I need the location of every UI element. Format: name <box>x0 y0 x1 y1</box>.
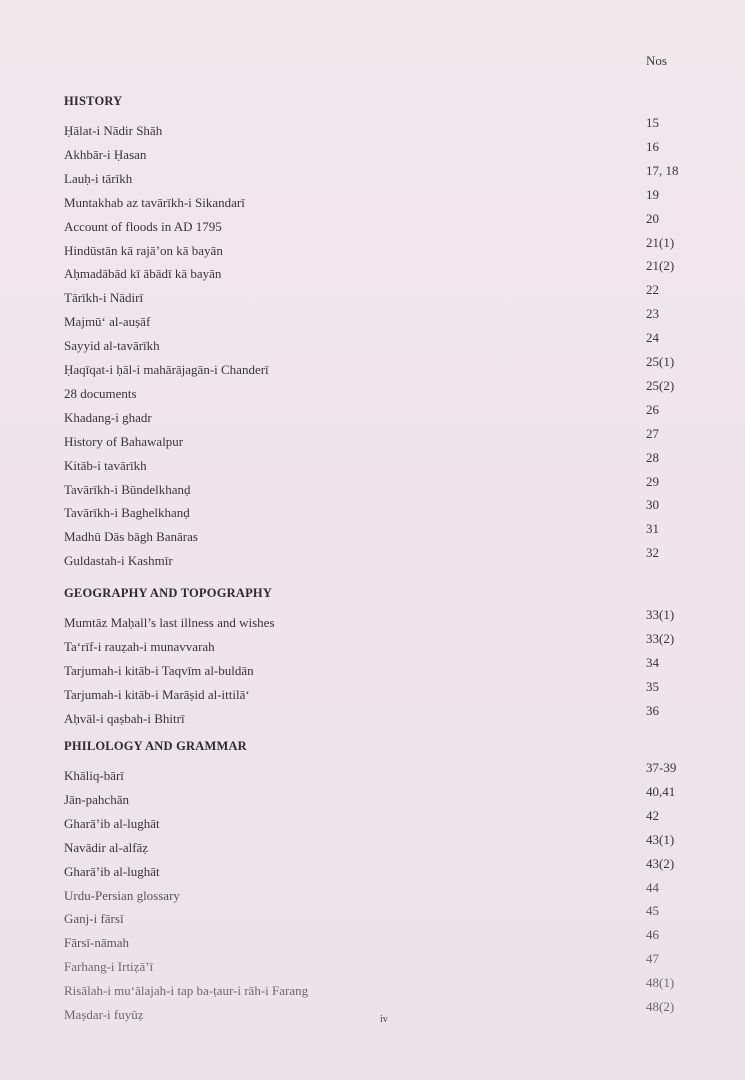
entry-number: 42 <box>646 807 659 823</box>
entry-number: 35 <box>646 678 659 694</box>
entry-title: Mumtāz Maḥall’s last illness and wishes <box>64 615 275 630</box>
page-folio: iv <box>380 1014 388 1025</box>
toc-entry <box>0 879 745 908</box>
entry-number: 30 <box>646 497 659 513</box>
entry-title: 28 documents <box>64 385 137 401</box>
entry-number: 40,41 <box>646 783 676 799</box>
entry-number: 26 <box>646 401 659 417</box>
entry-number: 48(1) <box>646 975 675 991</box>
entry-title: Ḥālat-i Nādir Shāh <box>64 123 163 138</box>
entry-title: Maṣdar-i fuyūẓ <box>64 1007 144 1022</box>
numbers-column-header: Nos <box>646 53 667 68</box>
entry-title: Ta‘rīf-i rauẓah-i munavvarah <box>64 638 215 654</box>
entry-number: 15 <box>646 115 659 130</box>
entry-number: 33(1) <box>646 607 675 622</box>
entry-title: Kitāb-i tavārīkh <box>64 457 147 473</box>
toc-entry <box>0 654 745 683</box>
entry-title: Madhū Dās bāgh Banāras <box>64 529 198 545</box>
toc-entry <box>0 210 745 239</box>
entry-title: Ḥaqīqat-i ḥāl-i mahārājagān-i Chanderī <box>64 362 269 377</box>
toc-entry <box>0 138 745 167</box>
entry-number: 24 <box>646 330 659 346</box>
toc-entry <box>0 497 745 525</box>
entry-title: Hindūstān kā rajā’on kā bayān <box>64 242 223 258</box>
toc-entry <box>0 702 745 731</box>
entry-title: Risālah-i mu‘ālajah-i tap ba-ṭaur-i rāh-i Farang <box>64 983 309 999</box>
entry-title: Tarjumah-i kitāb-i Taqvīm al-buldān <box>64 662 254 678</box>
entry-number: 48(2) <box>646 999 675 1014</box>
toc-entry <box>0 807 745 836</box>
entry-title: Gharā’ib al-lughāt <box>64 863 160 879</box>
toc-entry <box>0 401 745 430</box>
entry-number: 23 <box>646 306 659 322</box>
entry-number: 46 <box>646 927 659 943</box>
entry-number: 45 <box>646 903 659 919</box>
toc-entry <box>0 473 745 502</box>
toc-entry <box>0 831 745 860</box>
toc-entry <box>0 760 745 788</box>
entry-title: Majmū‘ al-auṣāf <box>64 314 151 330</box>
section-heading: PHILOLOGY AND GRAMMAR <box>64 739 247 753</box>
entry-title: Tarjumah-i kitāb-i Marāṣid al-ittilā‘ <box>64 686 250 702</box>
entry-title: Aḥmadābād kī ābādī kā bayān <box>64 266 222 282</box>
entry-title: Lauḥ-i tārīkh <box>64 170 133 186</box>
entry-title: Tavārīkh-i Būndelkhanḍ <box>64 481 191 497</box>
toc-entry <box>0 678 745 707</box>
entry-number: 25(2) <box>646 377 675 393</box>
entry-title: Gharā’ib al-lughāt <box>64 815 160 831</box>
toc-entry <box>0 330 745 358</box>
entry-title: Navādir al-alfāẓ <box>64 839 149 855</box>
toc-entry <box>0 449 745 478</box>
entry-number: 32 <box>646 545 659 561</box>
toc-entry <box>0 306 745 334</box>
entry-number: 33(2) <box>646 630 675 646</box>
entry-title: Jān-pahchān <box>64 791 129 807</box>
entry-title: Khadang-i ghadr <box>64 409 152 425</box>
entry-number: 19 <box>646 186 659 202</box>
toc-entry <box>0 545 745 573</box>
entry-number: 28 <box>646 449 659 465</box>
entry-title: Khāliq-bārī <box>64 768 124 783</box>
entry-number: 36 <box>646 702 659 718</box>
entry-title: Aḥvāl-i qaṣbah-i Bhitrī <box>64 710 185 726</box>
section-heading: GEOGRAPHY AND TOPOGRAPHY <box>64 586 273 600</box>
entry-number: 37-39 <box>646 760 677 775</box>
toc-entry <box>0 975 745 1003</box>
entry-title: Farhang-i Irtiẓā’ī <box>64 959 154 975</box>
entry-title: Tārīkh-i Nādirī <box>64 290 144 306</box>
entry-number: 31 <box>646 521 659 537</box>
toc-entry <box>0 186 745 215</box>
entry-number: 47 <box>646 951 659 967</box>
entry-number: 21(1) <box>646 234 675 250</box>
entry-number: 25(1) <box>646 354 675 369</box>
toc-entry <box>0 783 745 812</box>
entry-title: Muntakhab az tavārīkh-i Sikandarī <box>64 194 245 210</box>
toc-entry <box>0 354 745 382</box>
entry-number: 29 <box>646 473 659 489</box>
entry-title: Akhbār-i Ḥasan <box>64 146 147 162</box>
entry-number: 22 <box>646 282 659 298</box>
entry-number: 20 <box>646 210 659 226</box>
toc-entry <box>0 630 745 659</box>
section-heading: HISTORY <box>64 94 123 108</box>
toc-entry <box>0 951 745 979</box>
toc-entry <box>0 377 745 406</box>
entry-title: Tavārīkh-i Baghelkhanḍ <box>64 505 190 521</box>
toc-entry <box>0 607 745 635</box>
toc-entry <box>0 999 745 1027</box>
toc-entry <box>0 903 745 931</box>
entry-title: Urdu-Persian glossary <box>64 887 180 903</box>
entry-title: History of Bahawalpur <box>64 433 184 449</box>
toc-entry <box>0 425 745 454</box>
entry-number: 34 <box>646 654 659 670</box>
entry-title: Ganj-i fārsī <box>64 911 124 927</box>
entry-number: 43(1) <box>646 831 675 847</box>
toc-entry <box>0 282 745 310</box>
entry-title: Sayyid al-tavārīkh <box>64 338 160 354</box>
toc-entry <box>0 115 745 143</box>
toc-entry <box>0 521 745 549</box>
toc-entry <box>0 927 745 955</box>
toc-entry <box>0 234 745 263</box>
entry-title: Guldastah-i Kashmīr <box>64 553 173 569</box>
toc-entry <box>0 258 745 286</box>
entry-number: 17, 18 <box>646 162 679 178</box>
entry-number: 43(2) <box>646 855 675 871</box>
entry-title: Account of floods in AD 1795 <box>64 218 222 234</box>
entry-number: 16 <box>646 138 659 154</box>
toc-entry <box>0 162 745 191</box>
entry-number: 21(2) <box>646 258 675 274</box>
entry-title: Fārsī-nāmah <box>64 935 129 951</box>
entry-number: 44 <box>646 879 659 895</box>
toc-entry <box>0 855 745 884</box>
entry-number: 27 <box>646 425 659 441</box>
